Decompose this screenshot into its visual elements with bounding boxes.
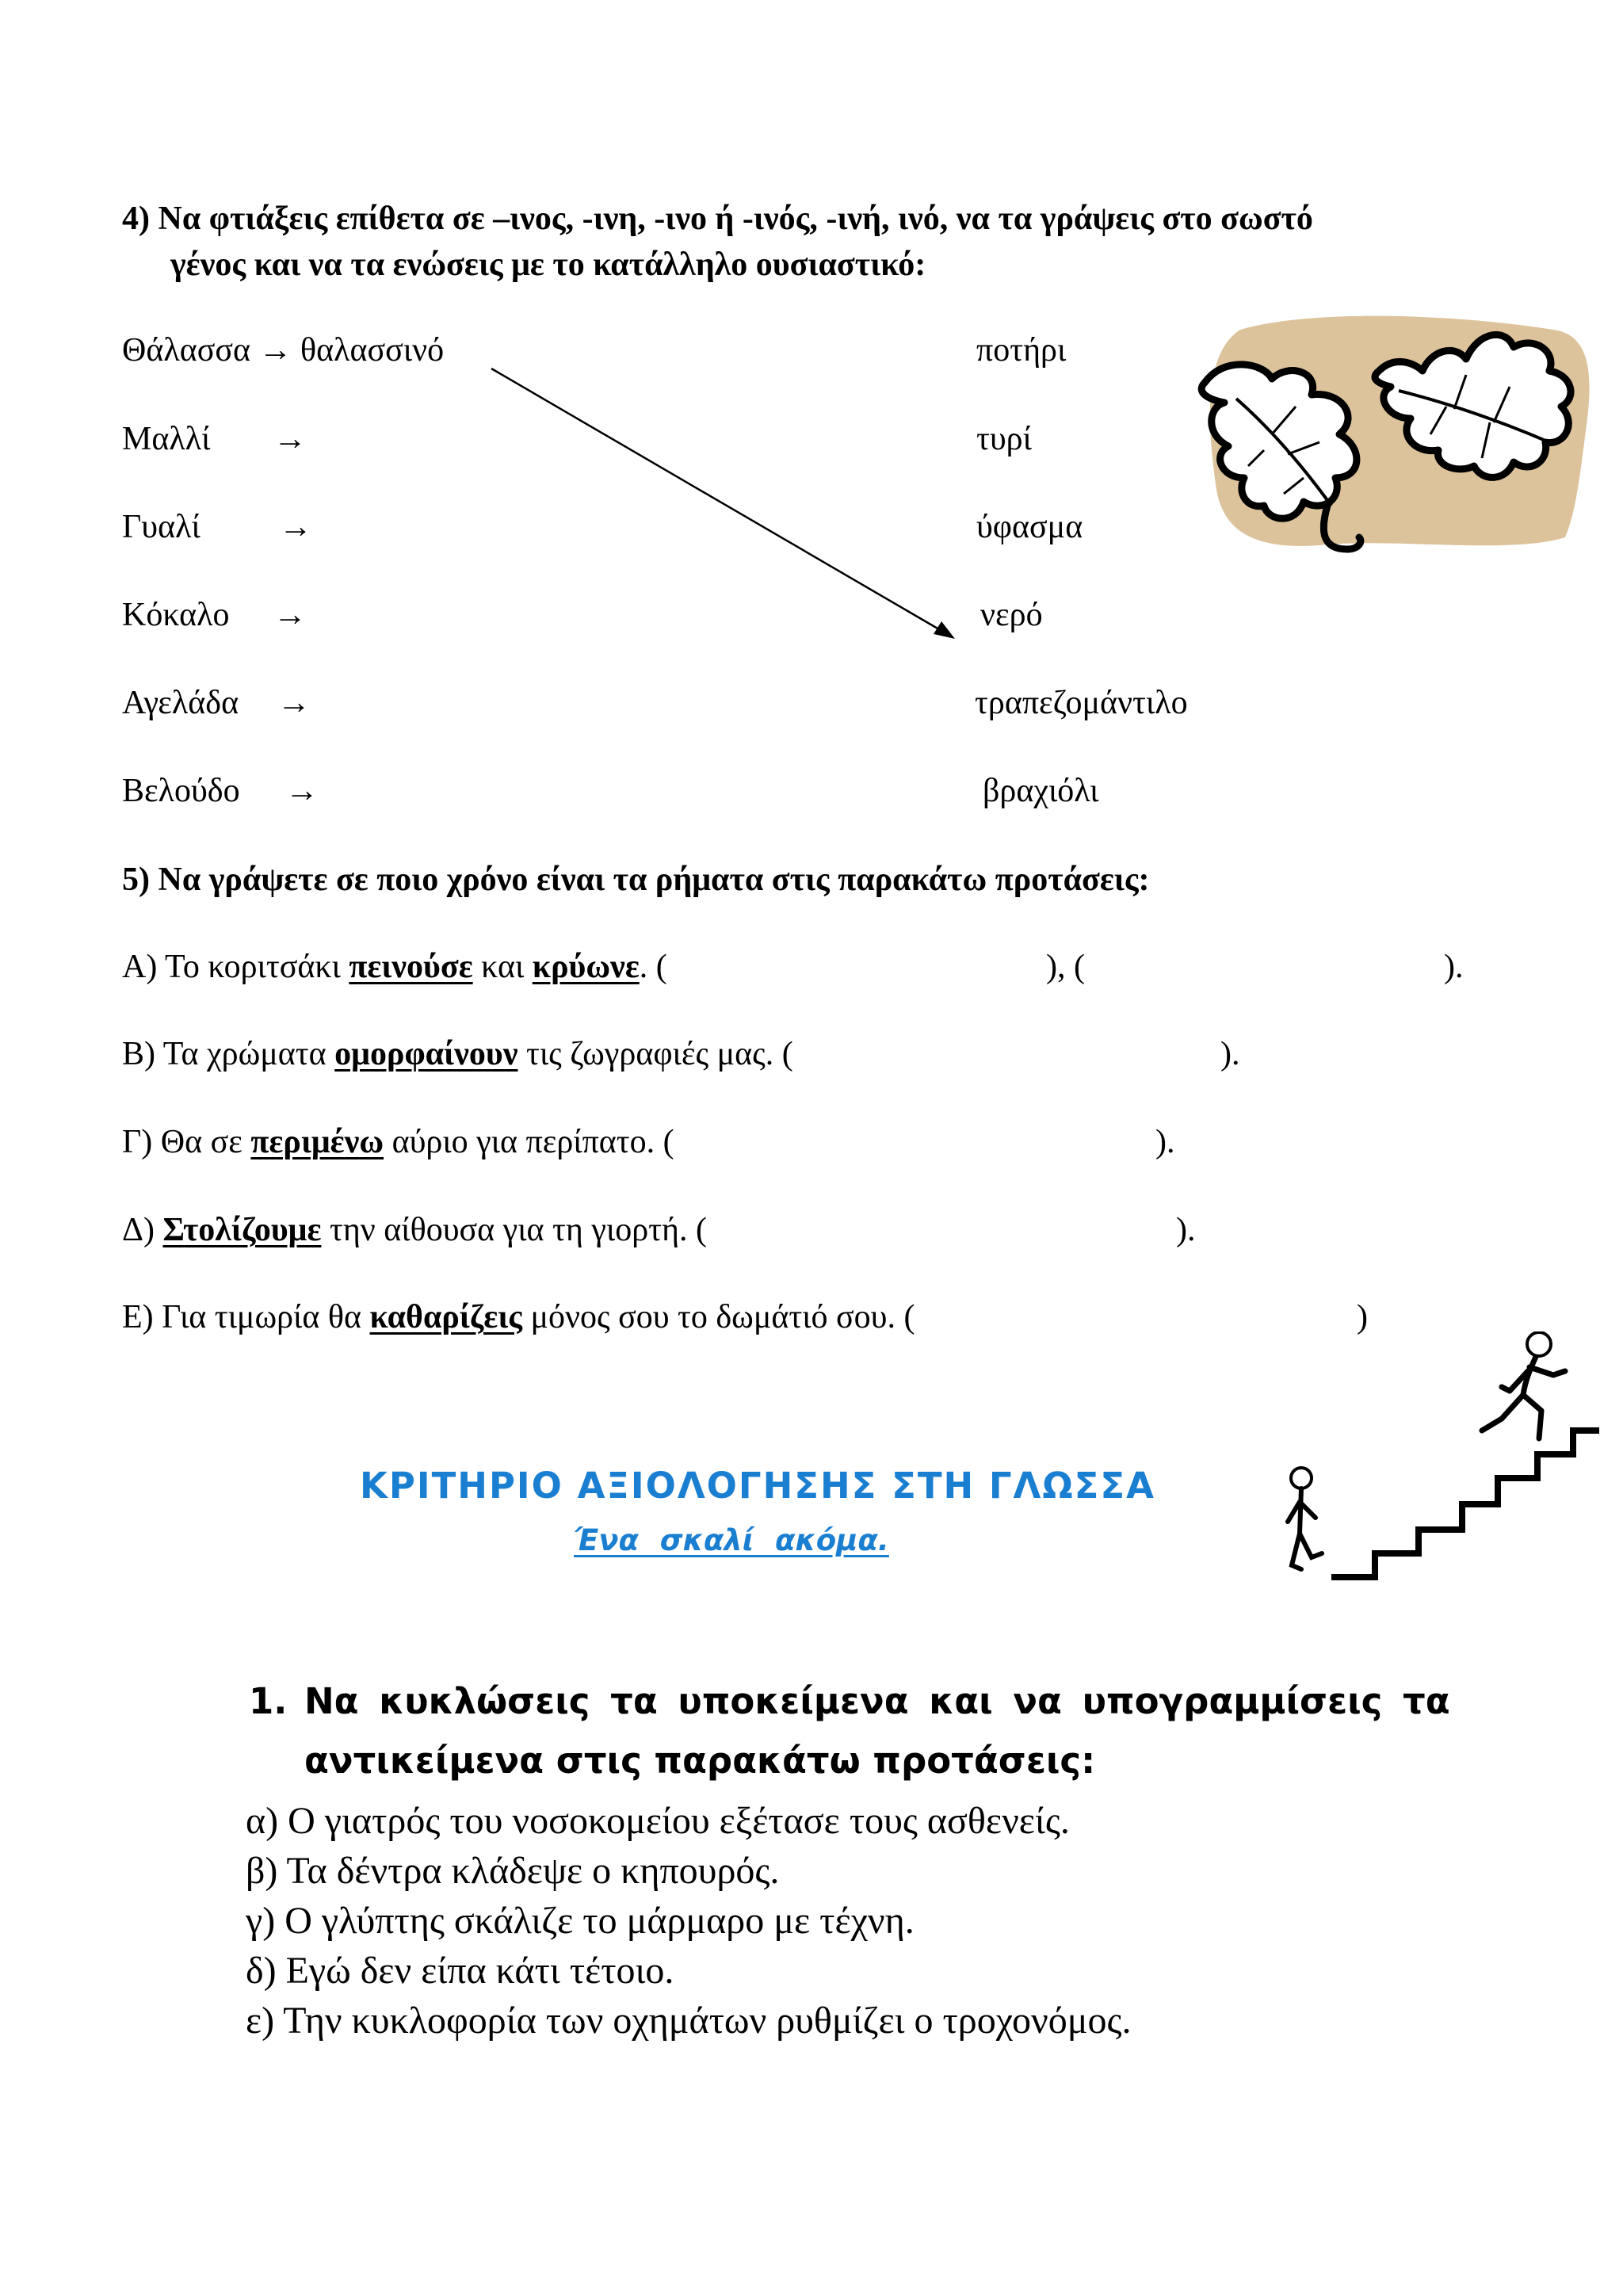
q4-right-item: βραχιόλι [983, 773, 1099, 809]
q4-left-item: Κόκαλο [122, 597, 230, 633]
verb: Στολίζουμε [162, 1212, 322, 1248]
q4-heading-line2: γένος και να τα ενώσεις με το κατάλληλο ουσιαστικό: [170, 246, 926, 283]
verb: ομορφαίνουν [334, 1036, 518, 1072]
answer-bracket: ), ( [1046, 949, 1085, 985]
q4-answer-example: θαλασσινό [300, 332, 445, 369]
q5-sentence-e: Ε) Για τιμωρία θα καθαρίζεις μόνος σου το δωμάτιό σου. ( [122, 1299, 915, 1335]
section-subtitle: Ένα σκαλί ακόμα. [574, 1523, 889, 1557]
q1-item: β) Τα δέντρα κλάδεψε ο κηπουρός. [246, 1850, 780, 1892]
q4-left-item: Μαλλί [122, 421, 211, 457]
arrow-icon: → [273, 597, 307, 633]
q1-heading-line2: αντικείμενα στις παρακάτω προτάσεις: [304, 1740, 1096, 1782]
q4-heading-line1: 4) Να φτιάξεις επίθετα σε –ινος, -ινη, -ινο ή -ινός, -ινή, ινό, να τα γράψεις στο σωστό [122, 201, 1313, 237]
q1-number: 1. [249, 1680, 288, 1722]
arrow-icon: → [279, 509, 312, 545]
q4-right-item: τραπεζομάντιλο [975, 685, 1188, 721]
verb: κρύωνε [532, 949, 640, 985]
verb: πεινούσε [349, 949, 473, 985]
q1-item: δ) Εγώ δεν είπα κάτι τέτοιο. [246, 1950, 674, 1992]
verb: περιμένω [250, 1124, 384, 1160]
q5-heading: 5) Να γράψετε σε ποιο χρόνο είναι τα ρήματα στις παρακάτω προτάσεις: [122, 861, 1150, 898]
q4-right-item: νερό [980, 597, 1043, 633]
q4-left-item: Αγελάδα [122, 685, 239, 721]
answer-bracket: ). [1176, 1212, 1196, 1248]
q4-left-item: Βελούδο [122, 773, 240, 809]
section-title: ΚΡΙΤΗΡΙΟ ΑΞΙΟΛΟΓΗΣΗΣ ΣΤΗ ΓΛΩΣΣΑ [360, 1465, 1155, 1507]
q4-right-item: ποτήρι [976, 332, 1067, 369]
q1-item: γ) Ο γλύπτης σκάλιζε το μάρμαρο με τέχνη. [246, 1900, 915, 1942]
arrow-icon: → [285, 773, 319, 809]
verb: καθαρίζεις [369, 1299, 522, 1335]
q5-sentence-a: Α) Το κοριτσάκι πεινούσε και κρύωνε. ( [122, 949, 667, 985]
stairs-climber-illustration [1284, 1331, 1601, 1593]
arrow-icon: → [273, 421, 307, 457]
q4-left-item: Θάλασσα → θαλασσινό [122, 332, 445, 369]
answer-bracket: ). [1155, 1124, 1175, 1160]
q5-sentence-b: Β) Τα χρώματα ομορφαίνουν τις ζωγραφιές μας. ( [122, 1036, 793, 1072]
q4-right-item: ύφασμα [976, 509, 1083, 545]
q4-left-item: Γυαλί [122, 509, 200, 545]
q4-right-item: τυρί [976, 421, 1032, 457]
answer-bracket: ). [1220, 1036, 1240, 1072]
q5-sentence-d: Δ) Στολίζουμε την αίθουσα για τη γιορτή. ( [122, 1212, 707, 1248]
leaves-illustration [1193, 308, 1605, 569]
answer-bracket: ) [1357, 1299, 1368, 1335]
answer-bracket: ). [1444, 949, 1464, 985]
q1-item: ε) Την κυκλοφορία των οχημάτων ρυθμίζει ο τροχονόμος. [246, 2000, 1132, 2042]
arrow-icon: → [277, 685, 311, 721]
q5-sentence-c: Γ) Θα σε περιμένω αύριο για περίπατο. ( [122, 1124, 674, 1160]
q1-item: α) Ο γιατρός του νοσοκομείου εξέτασε τους ασθενείς. [246, 1800, 1070, 1842]
q1-heading-line1: Να κυκλώσεις τα υποκείμενα και να υπογραμμίσεις τα [304, 1680, 1450, 1722]
